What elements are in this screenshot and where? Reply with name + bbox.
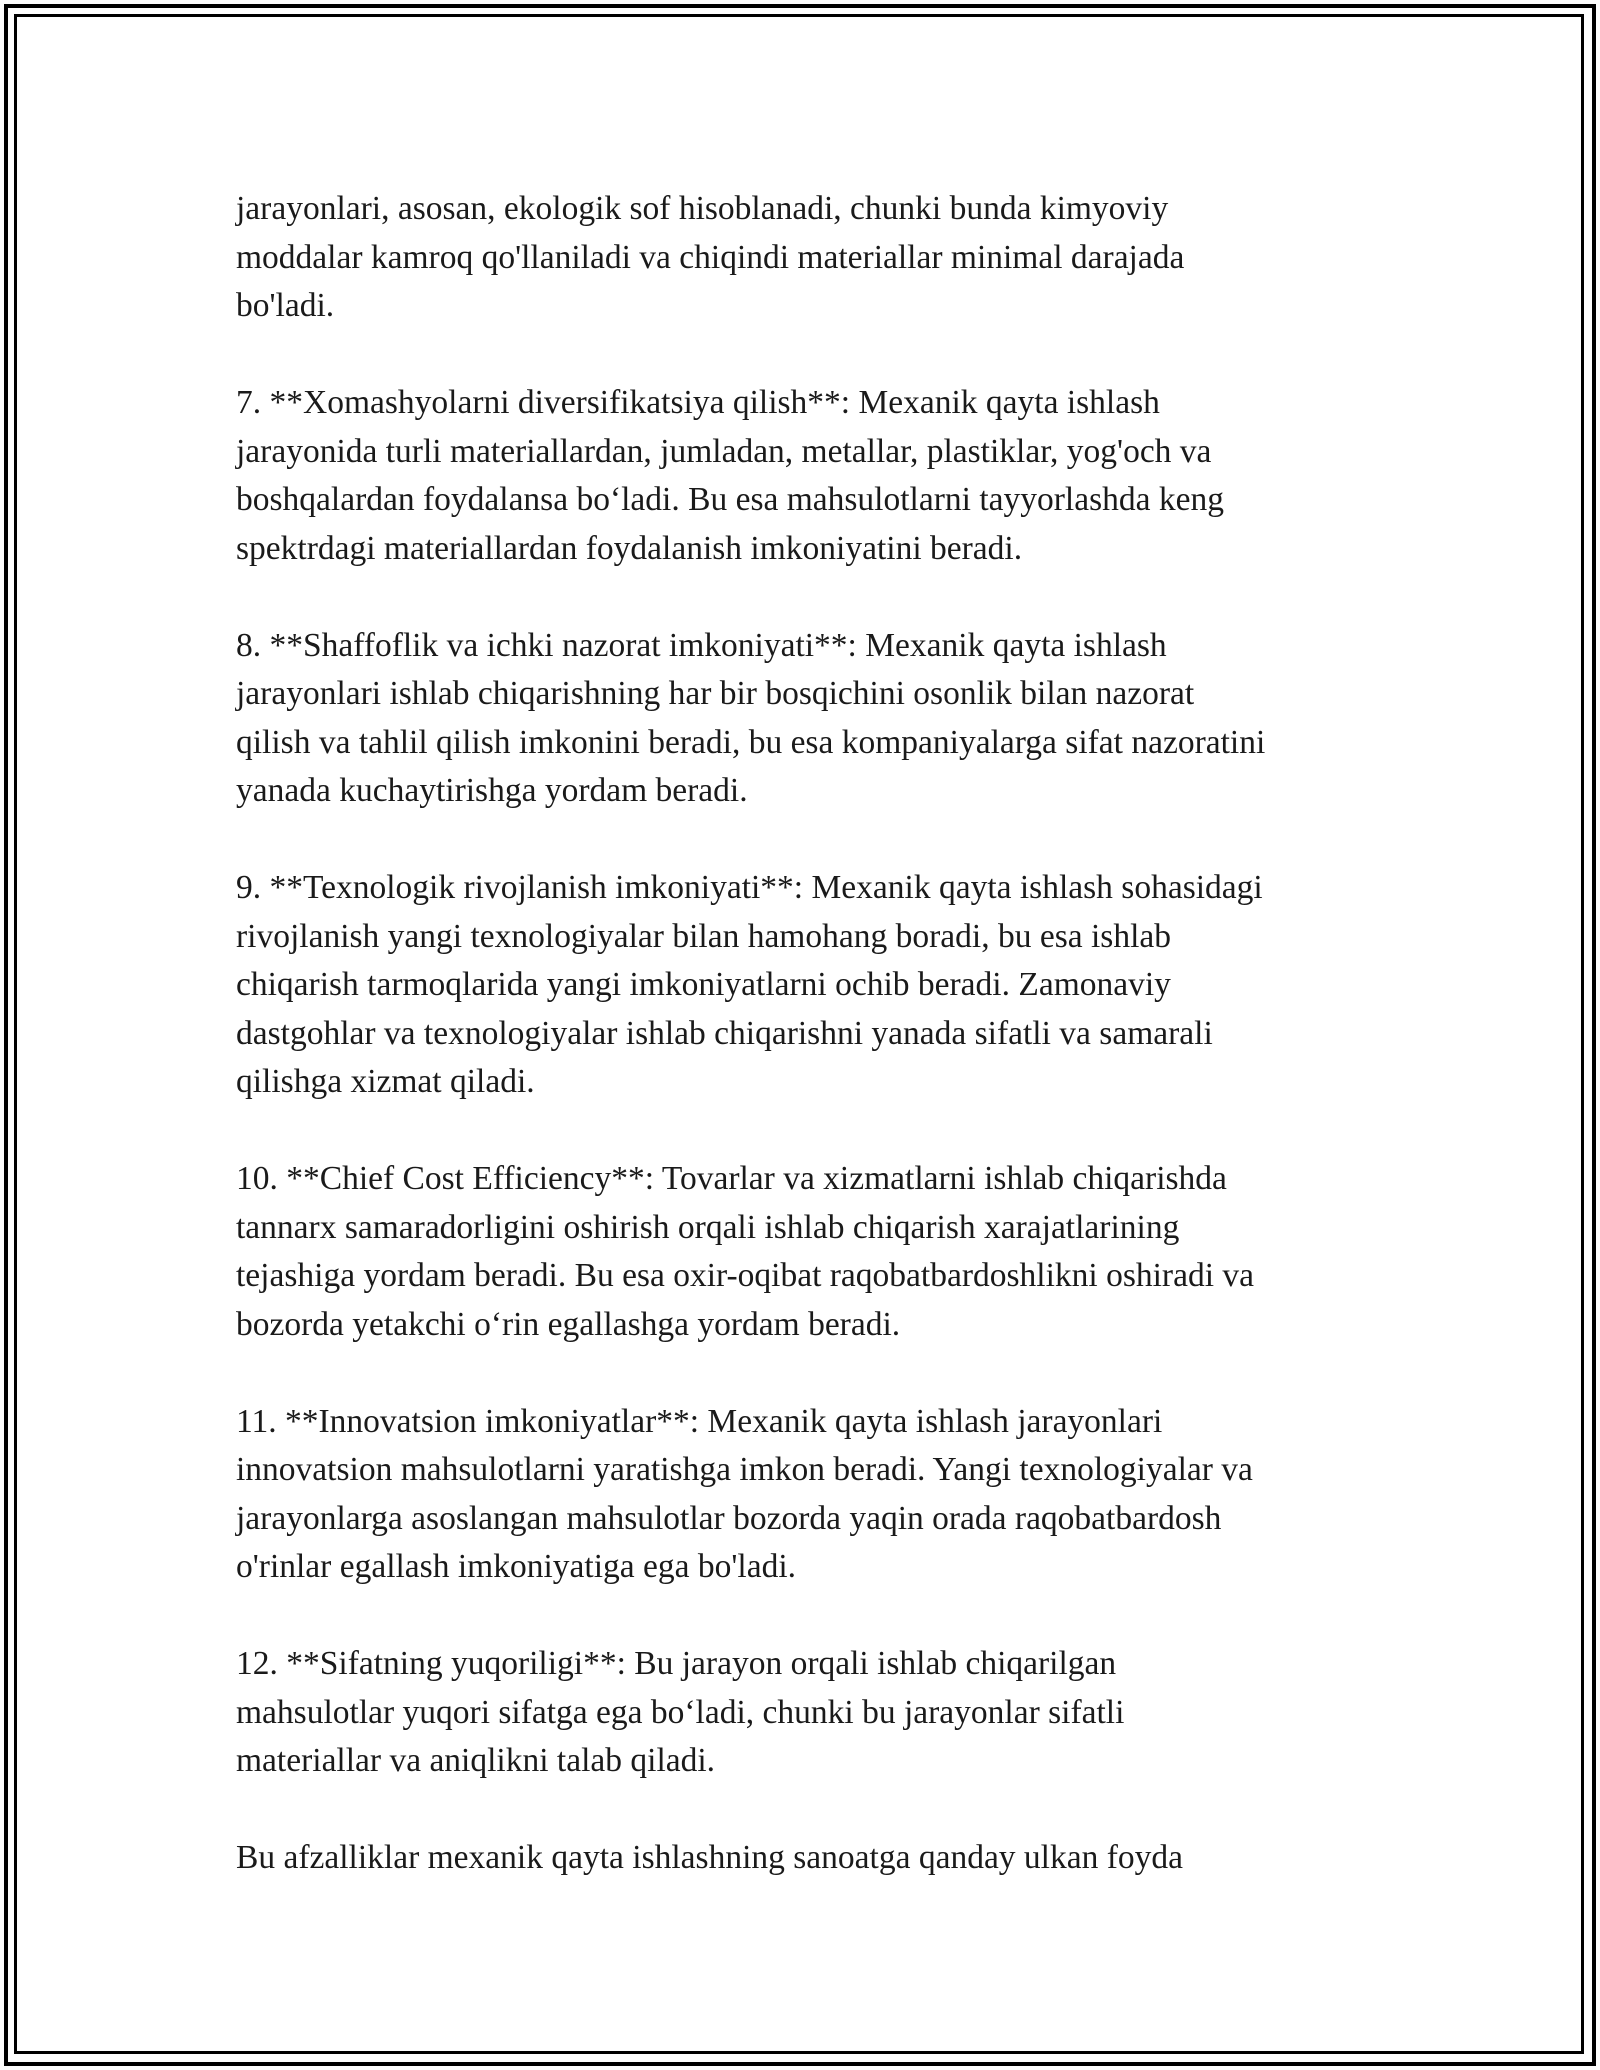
text-line: jarayonlarga asoslangan mahsulotlar bozorda yaqin orada raqobatbardosh: [236, 1499, 1222, 1537]
text-line: Bu afzalliklar mexanik qayta ishlashning sanoatga qanday ulkan foyda: [236, 1839, 1184, 1876]
text-line: moddalar kamroq qo'llaniladi va chiqindi materiallar minimal darajada: [236, 238, 1185, 276]
text-line: 12. **Sifatning yuqoriligi**: Bu jarayon orqali ishlab chiqarilgan: [236, 1645, 1117, 1682]
list-item-12: [236, 1640, 1386, 1786]
list-item-8: [236, 622, 1386, 816]
document-body: [236, 185, 1386, 1931]
text-line: qilish va tahlil qilish imkonini beradi, bu esa kompaniyalarga sifat nazoratini: [236, 723, 1266, 761]
text-line: bo'ladi.: [236, 287, 335, 324]
list-item-10: [236, 1155, 1386, 1349]
text-line: spektrdagi materiallardan foydalanish imkoniyatini beradi.: [236, 529, 1023, 567]
text-line: 11. **Innovatsion imkoniyatlar**: Mexanik qayta ishlash jarayonlari: [236, 1402, 1163, 1440]
text-line: yanada kuchaytirishga yordam beradi.: [236, 772, 748, 809]
text-line: qilishga xizmat qiladi.: [236, 1063, 535, 1100]
text-line: mahsulotlar yuqori sifatga ega bo‘ladi, chunki bu jarayonlar sifatli: [236, 1693, 1125, 1731]
text-line: jarayonlari, asosan, ekologik sof hisoblanadi, chunki bunda kimyoviy: [236, 190, 1169, 227]
text-line: 10. **Chief Cost Efficiency**: Tovarlar va xizmatlarni ishlab chiqarishda: [236, 1160, 1227, 1197]
text-line: chiqarish tarmoqlarida yangi imkoniyatlarni ochib beradi. Zamonaviy: [236, 966, 1171, 1003]
text-line: tejashiga yordam beradi. Bu esa oxir-oqibat raqobatbardoshlikni oshiradi va: [236, 1257, 1255, 1294]
text-line: jarayonlari ishlab chiqarishning har bir bosqichini osonlik bilan nazorat: [236, 675, 1195, 712]
text-line: bozorda yetakchi o‘rin egallashga yordam beradi.: [236, 1305, 901, 1343]
paragraph-intro-continuation: [236, 185, 1386, 331]
text-line: dastgohlar va texnologiyalar ishlab chiqarishni yanada sifatli va samarali: [236, 1014, 1213, 1052]
paragraph-conclusion: [236, 1834, 1386, 1883]
text-line: boshqalardan foydalansa bo‘ladi. Bu esa mahsulotlarni tayyorlashda keng: [236, 481, 1224, 518]
text-line: rivojlanish yangi texnologiyalar bilan hamohang boradi, bu esa ishlab: [236, 917, 1171, 955]
list-item-9: [236, 864, 1386, 1107]
text-line: 7. **Xomashyolarni diversifikatsiya qilish**: Mexanik qayta ishlash: [236, 384, 1160, 421]
list-item-11: [236, 1398, 1386, 1592]
list-item-7: [236, 379, 1386, 573]
text-line: jarayonida turli materiallardan, jumladan, metallar, plastiklar, yog'och va: [236, 432, 1212, 470]
text-line: 9. **Texnologik rivojlanish imkoniyati**: Mexanik qayta ishlash sohasidagi: [236, 869, 1263, 906]
text-line: innovatsion mahsulotlarni yaratishga imkon beradi. Yangi texnologiyalar va: [236, 1451, 1253, 1488]
text-line: 8. **Shaffoflik va ichki nazorat imkoniyati**: Mexanik qayta ishlash: [236, 626, 1167, 664]
text-line: materiallar va aniqlikni talab qiladi.: [236, 1742, 716, 1779]
text-line: tannarx samaradorligini oshirish orqali ishlab chiqarish xarajatlarining: [236, 1208, 1180, 1246]
text-line: o'rinlar egallash imkoniyatiga ega bo'ladi.: [236, 1548, 796, 1585]
